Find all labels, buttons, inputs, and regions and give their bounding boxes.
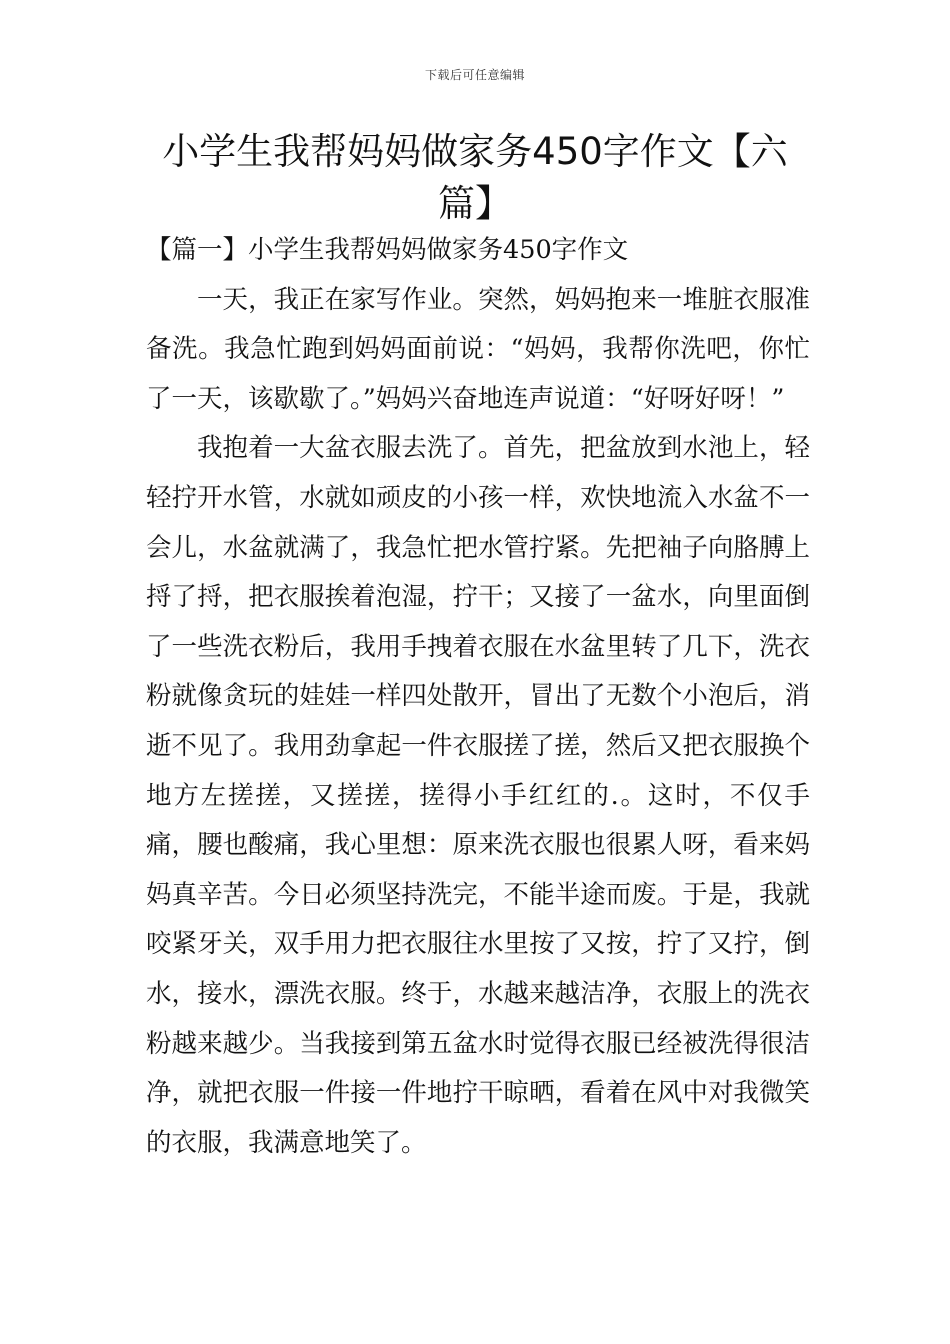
paragraph-1: 一天，我正在家写作业。突然，妈妈抱来一堆脏衣服准备洗。我急忙跑到妈妈面前说：“妈妈，我帮你洗吧，你忙了一天，该歇歇了。”妈妈兴奋地连声说道：“好呀好呀！” <box>146 284 810 414</box>
document-title: 小学生我帮妈妈做家务450字作文【六篇】 <box>162 130 788 225</box>
section-heading: 【篇一】小学生我帮妈妈做家务450字作文 <box>146 235 629 265</box>
document-body <box>146 226 810 1168</box>
header-note: 下载后可任意编辑 <box>424 68 525 82</box>
paragraph-2: 我抱着一大盆衣服去洗了。首先，把盆放到水池上，轻轻拧开水管，水就如顽皮的小孩一样，欢快地流入水盆不一会儿，水盆就满了，我急忙把水管拧紧。先把袖子向胳膊上捋了捋，把衣服挨着泡湿，拧干；又接了一盆水，向里面倒了一些洗衣粉后，我用手拽着衣服在水盆里转了几下，洗衣粉就像贪玩的娃娃一样四处散开，冒出了无数个小泡后，消逝不见了。我用劲拿起一件衣服搓了搓，然后又把衣服换个地方左搓搓，又搓搓，搓得小手红红的.。这时，不仅手痛，腰也酸痛，我心里想：原来洗衣服也很累人呀，看来妈妈真辛苦。今日必须坚持洗完，不能半途而废。于是，我就咬紧牙关，双手用力把衣服往水里按了又按，拧了又拧，倒水，接水，漂洗衣服。终于，水越来越洁净，衣服上的洗衣粉越来越少。当我接到第五盆水时觉得衣服已经被洗得很洁净，就把衣服一件接一件地拧干晾晒，看着在风中对我微笑的衣服，我满意地笑了。 <box>146 433 810 1158</box>
